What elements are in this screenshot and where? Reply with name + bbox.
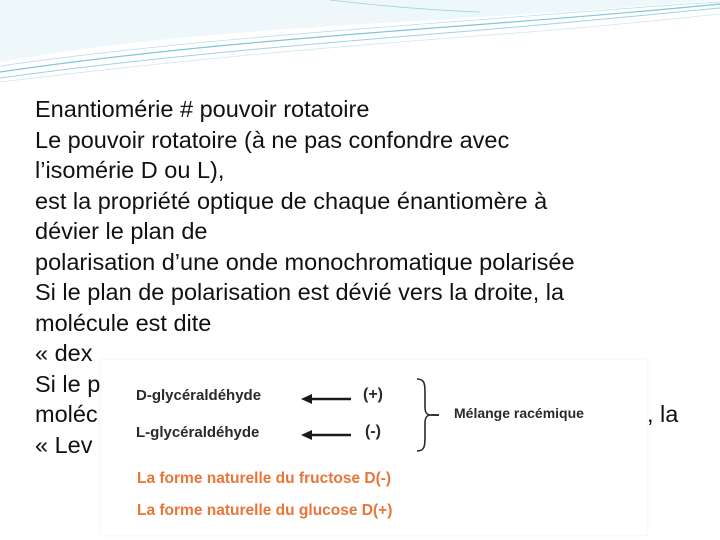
arrow-icon — [301, 429, 351, 441]
glucose-note: La forme naturelle du glucose D(+) — [137, 502, 393, 519]
text-line-fragment: , la — [647, 401, 679, 427]
text-line: dévier le plan de — [35, 218, 208, 244]
d-sign: (+) — [363, 386, 383, 403]
fructose-note: La forme naturelle du fructose D(-) — [137, 470, 392, 487]
d-glyceraldehyde-label: D-glycéraldéhyde — [136, 387, 262, 404]
text-line: polarisation d’une onde monochromatique polarisée — [35, 248, 575, 275]
header-wave-decoration — [0, 0, 720, 95]
text-line: est la propriété optique de chaque énantiomère à — [35, 187, 548, 214]
l-glyceraldehyde-label: L-glycéraldéhyde — [136, 424, 260, 441]
glyceraldehyde-inset-image — [101, 360, 647, 535]
racemic-mixture-label: Mélange racémique — [454, 405, 584, 421]
text-line: l’isomérie D ou L), — [35, 157, 225, 183]
arrow-icon — [301, 393, 351, 405]
l-sign: (-) — [365, 423, 381, 440]
text-line: Le pouvoir rotatoire (à ne pas confondre avec — [35, 126, 510, 153]
text-line: Si le p — [35, 370, 101, 397]
brace-icon — [413, 377, 433, 453]
text-line: Si le plan de polarisation est dévié vers la droite, la — [35, 279, 565, 305]
text-line: moléc — [35, 401, 98, 427]
slide-title-line: Enantiomérie # pouvoir rotatoire — [35, 96, 370, 122]
text-line: « dex — [35, 340, 93, 366]
text-line: molécule est dite — [35, 309, 212, 336]
connector-line — [431, 414, 439, 416]
text-line: « Lev — [35, 431, 93, 458]
